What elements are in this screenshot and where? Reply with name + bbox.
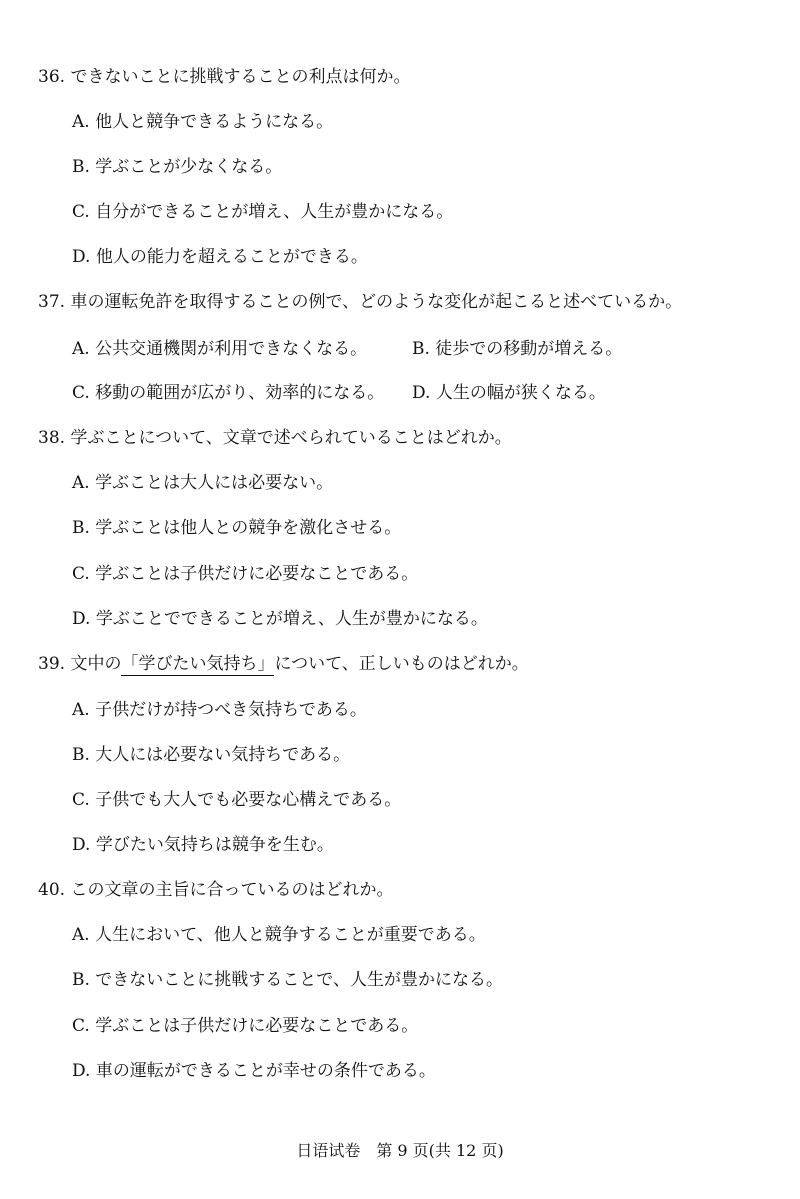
question-36-stem: 36. できないことに挑戦することの利点は何か。 (38, 67, 411, 87)
question-37-option-b: B. 徒歩での移動が増える。 (412, 339, 623, 359)
question-36-option-d: D. 他人の能力を超えることができる。 (72, 247, 368, 267)
question-37-option-c: C. 移動の範囲が広がり、効率的になる。 (72, 383, 385, 403)
question-36-option-b: B. 学ぶことが少なくなる。 (72, 157, 283, 177)
question-39-option-a: A. 子供だけが持つべき気持ちである。 (72, 700, 367, 720)
question-38-option-b: B. 学ぶことは他人との競争を激化させる。 (72, 518, 402, 538)
question-40-stem: 40. この文章の主旨に合っているのはどれか。 (38, 880, 394, 900)
page-footer: 日语试卷 第 9 页(共 12 页) (296, 1141, 504, 1160)
question-39-option-b: B. 大人には必要ない気持ちである。 (72, 745, 351, 765)
question-40-option-a: A. 人生において、他人と競争することが重要である。 (72, 925, 486, 945)
question-37-option-d: D. 人生の幅が狭くなる。 (412, 383, 606, 403)
question-40-option-b: B. できないことに挑戦することで、人生が豊かになる。 (72, 970, 503, 990)
question-39-underlined-phrase: 「学びたい気持ち」 (121, 654, 275, 674)
question-37-option-a: A. 公共交通機関が利用できなくなる。 (72, 339, 368, 359)
question-40-option-d: D. 車の運転ができることが幸せの条件である。 (72, 1061, 436, 1081)
question-39-stem (38, 653, 529, 675)
question-40-option-c: C. 学ぶことは子供だけに必要なことである。 (72, 1016, 419, 1036)
question-39-option-d: D. 学びたい気持ちは競争を生む。 (72, 835, 334, 855)
question-38-option-a: A. 学ぶことは大人には必要ない。 (72, 473, 334, 493)
question-39-stem-prefix: 39. 文中の (38, 654, 122, 674)
question-39-stem-suffix: について、正しいものはどれか。 (274, 654, 529, 674)
question-38-option-d: D. 学ぶことでできることが増え、人生が豊かになる。 (72, 609, 488, 629)
question-38-stem: 38. 学ぶことについて、文章で述べられていることはどれか。 (38, 428, 512, 448)
question-36-option-c: C. 自分ができることが増え、人生が豊かになる。 (72, 202, 454, 222)
question-36-option-a: A. 他人と競争できるようになる。 (72, 112, 334, 132)
question-38-option-c: C. 学ぶことは子供だけに必要なことである。 (72, 564, 419, 584)
question-39-option-c: C. 子供でも大人でも必要な心構えである。 (72, 790, 402, 810)
question-37-stem: 37. 車の運転免許を取得することの例で、どのような変化が起こると述べているか。 (38, 292, 683, 312)
